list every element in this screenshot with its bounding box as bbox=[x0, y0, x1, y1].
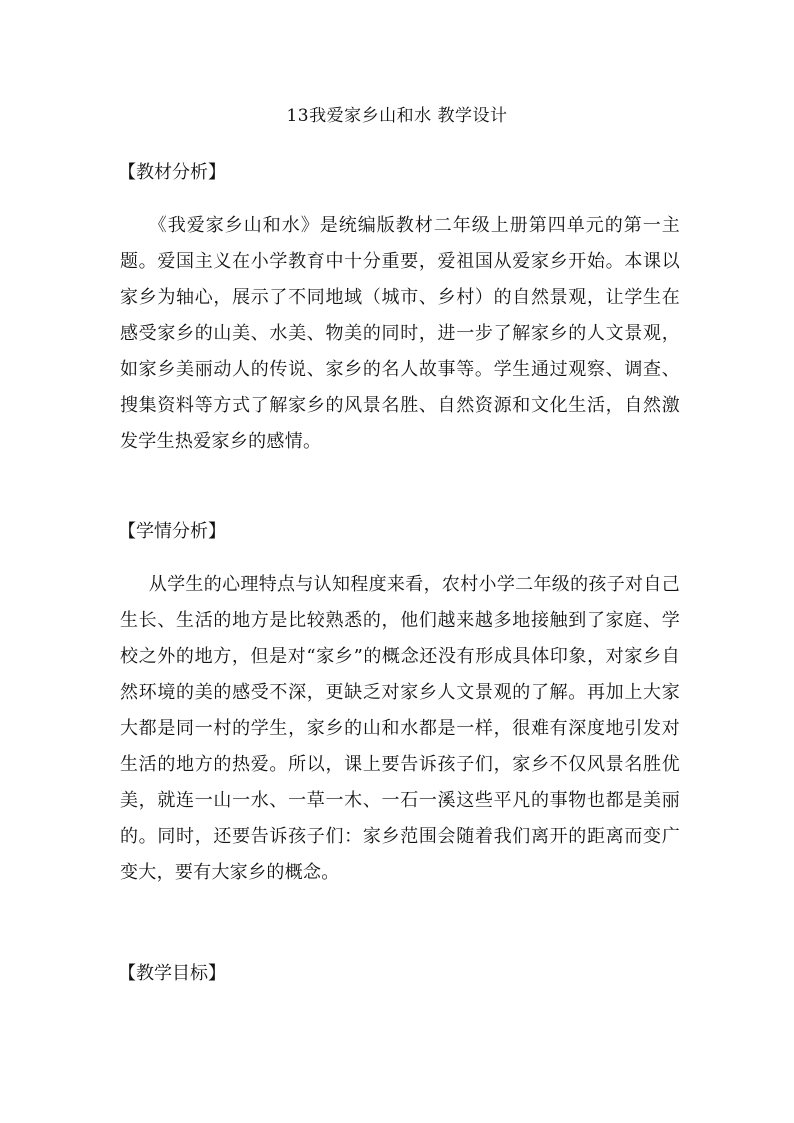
document-title: 13我爱家乡山和水 教学设计 bbox=[286, 106, 508, 126]
section-body-textbook-analysis: 《我爱家乡山和水》是统编版教材二年级上册第四单元的第一主题。爱国主义在小学教育中十分重要，爱祖国从爱家乡开始。本课以家乡为轴心，展示了不同地域（城市、乡村）的自然景观，让学生在感受家乡的山美、水美、物美的同时，进一步了解家乡的人文景观，如家乡美丽动人的传说、家乡的名人故事等。学生通过观察、调查、搜集资料等方式了解家乡的风景名胜、自然资源和文化生活，自然激发学生热爱家乡的感情。 bbox=[120, 215, 680, 452]
section-body-student-analysis: 从学生的心理特点与认知程度来看，农村小学二年级的孩子对自己生长、生活的地方是比较熟悉的，他们越来越多地接触到了家庭、学校之外的地方，但是对“家乡”的概念还没有形成具体印象，对家乡自然环境的美的感受不深，更缺乏对家乡人文景观的了解。再加上大家大都是同一村的学生，家乡的山和水都是一样，很难有深度地引发对生活的地方的热爱。所以，课上要告诉孩子们，家乡不仅风景名胜优美，就连一山一水、一草一木、一石一溪这些平凡的事物也都是美丽的。同时，还要告诉孩子们：家乡范围会随着我们离开的距离而变广变大，要有大家乡的概念。 bbox=[120, 574, 680, 883]
section-heading-student-analysis: 【学情分析】 bbox=[118, 521, 226, 542]
section-heading-textbook-analysis: 【教材分析】 bbox=[118, 162, 226, 183]
section-heading-teaching-goals: 【教学目标】 bbox=[118, 963, 226, 984]
